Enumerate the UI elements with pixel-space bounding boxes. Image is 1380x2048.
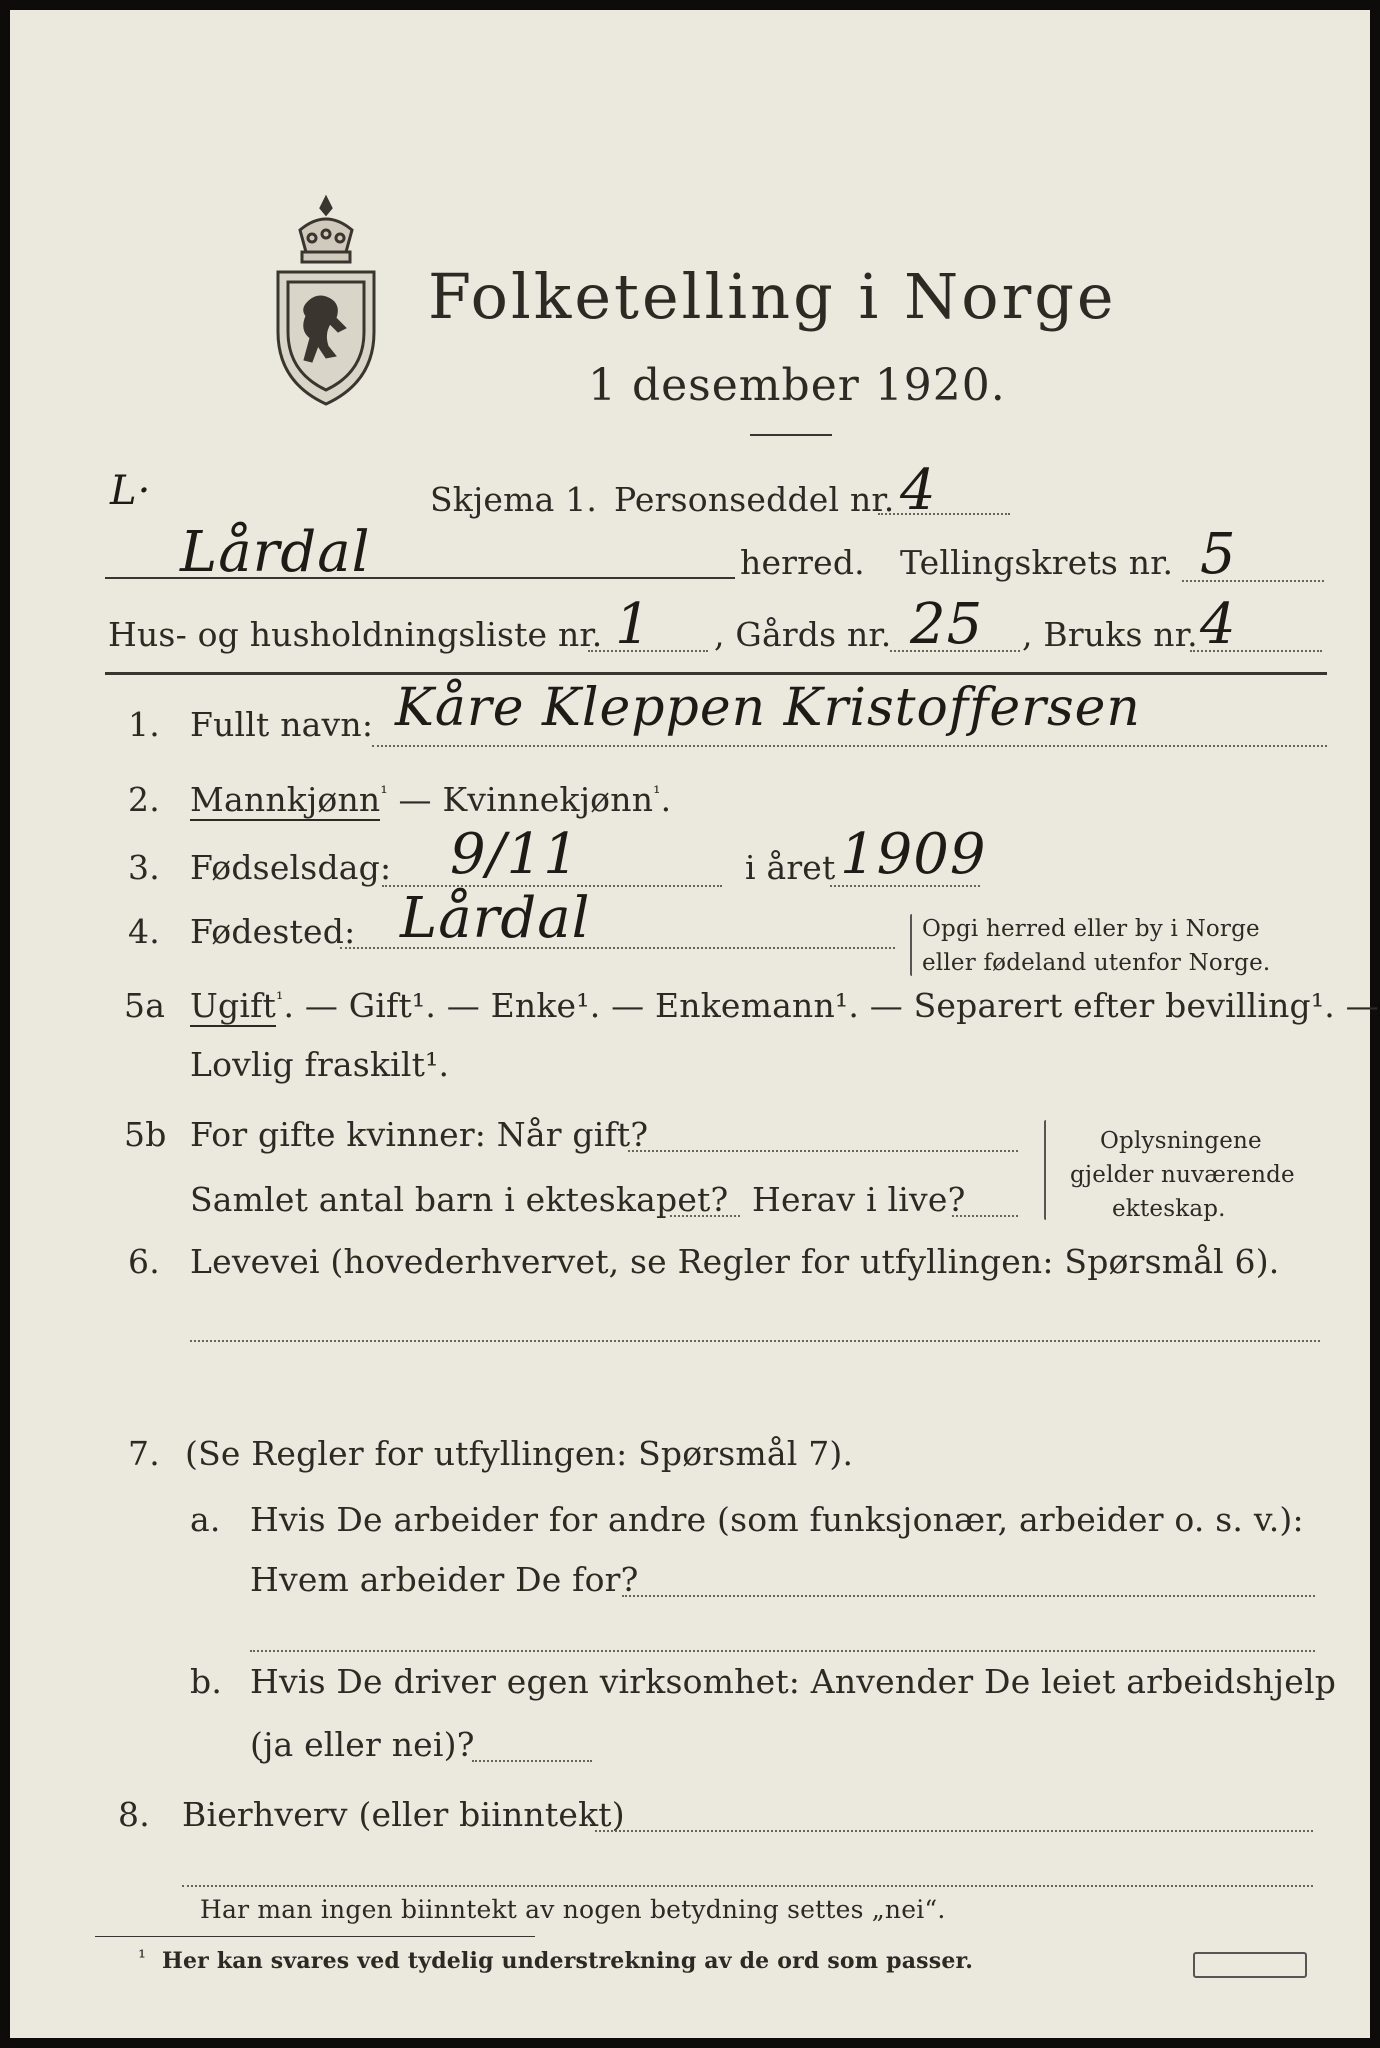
q3-value: 9/11 bbox=[450, 822, 580, 887]
q4-value: Lårdal bbox=[400, 886, 591, 951]
q5a-line2: Lovlig fraskilt¹. bbox=[190, 1045, 450, 1084]
q6-number: 6. bbox=[128, 1242, 160, 1281]
q8-number: 8. bbox=[118, 1795, 150, 1834]
skjema-label: Skjema 1. bbox=[430, 480, 598, 519]
bruks-value: 4 bbox=[1200, 592, 1237, 657]
q7b-line2: (ja eller nei)? bbox=[250, 1725, 475, 1764]
tellingskrets-value: 5 bbox=[1200, 522, 1237, 587]
q4-label: Fødested: bbox=[190, 912, 356, 951]
q5b-gift-line bbox=[628, 1150, 1018, 1152]
hus-label: Hus- og husholdningsliste nr. bbox=[108, 615, 603, 654]
q6-answer-line bbox=[190, 1340, 1320, 1342]
coat-of-arms-icon bbox=[266, 190, 386, 410]
herred-stamp-mark: L· bbox=[110, 468, 152, 514]
q8-answer-line1 bbox=[595, 1830, 1313, 1832]
q5a-ugift-footnote-mark: ¹ bbox=[275, 989, 284, 1010]
q2-separator: — bbox=[387, 780, 443, 819]
q7a-answer-line2 bbox=[250, 1650, 1315, 1652]
q1-value: Kåre Kleppen Kristoffersen bbox=[395, 678, 1141, 738]
q4-note-line1: Opgi herred eller by i Norge bbox=[922, 916, 1260, 942]
q5b-children-label: Samlet antal barn i ekteskapet? bbox=[190, 1180, 729, 1219]
q3-year-value: 1909 bbox=[840, 822, 987, 887]
form-title: Folketelling i Norge bbox=[428, 260, 1117, 333]
q5b-note-line2: gjelder nuværende bbox=[1070, 1162, 1295, 1188]
hus-value: 1 bbox=[615, 592, 652, 657]
q5b-line1: For gifte kvinner: Når gift? bbox=[190, 1115, 649, 1154]
q3-number: 3. bbox=[128, 848, 160, 887]
q7a-line1: Hvis De arbeider for andre (som funksjonær, arbeider o. s. v.): bbox=[250, 1500, 1304, 1539]
herred-value: Lårdal bbox=[180, 520, 371, 585]
q5a-ugift-option: Ugift bbox=[190, 986, 276, 1025]
gards-value: 25 bbox=[910, 592, 984, 657]
gards-label: , Gårds nr. bbox=[714, 615, 892, 654]
q8-answer-line2 bbox=[182, 1885, 1313, 1887]
bruks-label: , Bruks nr. bbox=[1022, 615, 1198, 654]
q4-note-brace bbox=[910, 914, 912, 976]
personseddel-label: Personseddel nr. bbox=[614, 480, 895, 519]
q2-female-option: Kvinnekjønn bbox=[442, 780, 654, 819]
q8-label: Bierhverv (eller biinntekt) bbox=[182, 1795, 625, 1834]
title-divider bbox=[750, 434, 832, 436]
personseddel-line bbox=[878, 513, 1010, 515]
q7b-number: b. bbox=[190, 1662, 223, 1701]
footnote-text: Her kan svares ved tydelig understrekning av de ord som passer. bbox=[162, 1948, 974, 1974]
q4-number: 4. bbox=[128, 912, 160, 951]
q7a-line2: Hvem arbeider De for? bbox=[250, 1560, 639, 1599]
q3-year-label: i året bbox=[745, 848, 836, 887]
q7-number: 7. bbox=[128, 1434, 160, 1473]
q5b-note-line3: ekteskap. bbox=[1112, 1196, 1226, 1222]
q7a-number: a. bbox=[190, 1500, 221, 1539]
census-form-sheet bbox=[10, 10, 1379, 2038]
q2-female-footnote-mark: ¹ bbox=[653, 783, 661, 804]
q1-label: Fullt navn: bbox=[190, 705, 374, 744]
q2-male-option: Mannkjønn bbox=[190, 780, 381, 819]
q6-label: Levevei (hovederhvervet, se Regler for utfyllingen: Spørsmål 6). bbox=[190, 1242, 1280, 1281]
q5b-number: 5b bbox=[124, 1115, 167, 1154]
footnote-divider bbox=[95, 1936, 535, 1937]
header-separator bbox=[105, 672, 1327, 675]
q7b-line1: Hvis De driver egen virksomhet: Anvender De leiet arbeidshjelp bbox=[250, 1662, 1337, 1701]
q5b-children-line bbox=[670, 1215, 740, 1217]
q5b-alive-line bbox=[952, 1215, 1018, 1217]
q7a-answer-line1 bbox=[622, 1595, 1315, 1597]
q1-number: 1. bbox=[128, 705, 160, 744]
q5b-note-line1: Oplysningene bbox=[1100, 1128, 1262, 1154]
q7-label: (Se Regler for utfyllingen: Spørsmål 7). bbox=[185, 1434, 854, 1473]
q4-note-line2: eller fødeland utenfor Norge. bbox=[922, 950, 1271, 976]
q5a-other-options: . — Gift¹. — Enke¹. — Enkemann¹. — Separert efter bevilling¹. — bbox=[283, 986, 1379, 1025]
footnote-mark: ¹ bbox=[138, 1945, 147, 1969]
q7b-answer-line bbox=[472, 1760, 592, 1762]
q1-line bbox=[372, 745, 1327, 747]
q5b-alive-label: Herav i live? bbox=[752, 1180, 966, 1219]
footer-note: Har man ingen biinntekt av nogen betydning settes „nei“. bbox=[200, 1895, 946, 1924]
printer-stamp bbox=[1193, 1952, 1307, 1978]
q2-options: Mannkjønn$^{^1}$ — Kvinnekjønn$^{^1}$. bbox=[190, 780, 672, 819]
tellingskrets-label: Tellingskrets nr. bbox=[900, 543, 1174, 582]
census-date: 1 desember 1920. bbox=[588, 360, 1006, 411]
herred-label: herred. bbox=[740, 543, 865, 582]
q5a-options bbox=[190, 986, 1379, 1025]
personseddel-value: 4 bbox=[900, 458, 937, 523]
q2-male-footnote-mark: ¹ bbox=[380, 783, 388, 804]
q2-number: 2. bbox=[128, 780, 160, 819]
q5b-note-brace bbox=[1044, 1120, 1046, 1220]
q5a-number: 5a bbox=[124, 986, 166, 1025]
q3-label: Fødselsdag: bbox=[190, 848, 392, 887]
